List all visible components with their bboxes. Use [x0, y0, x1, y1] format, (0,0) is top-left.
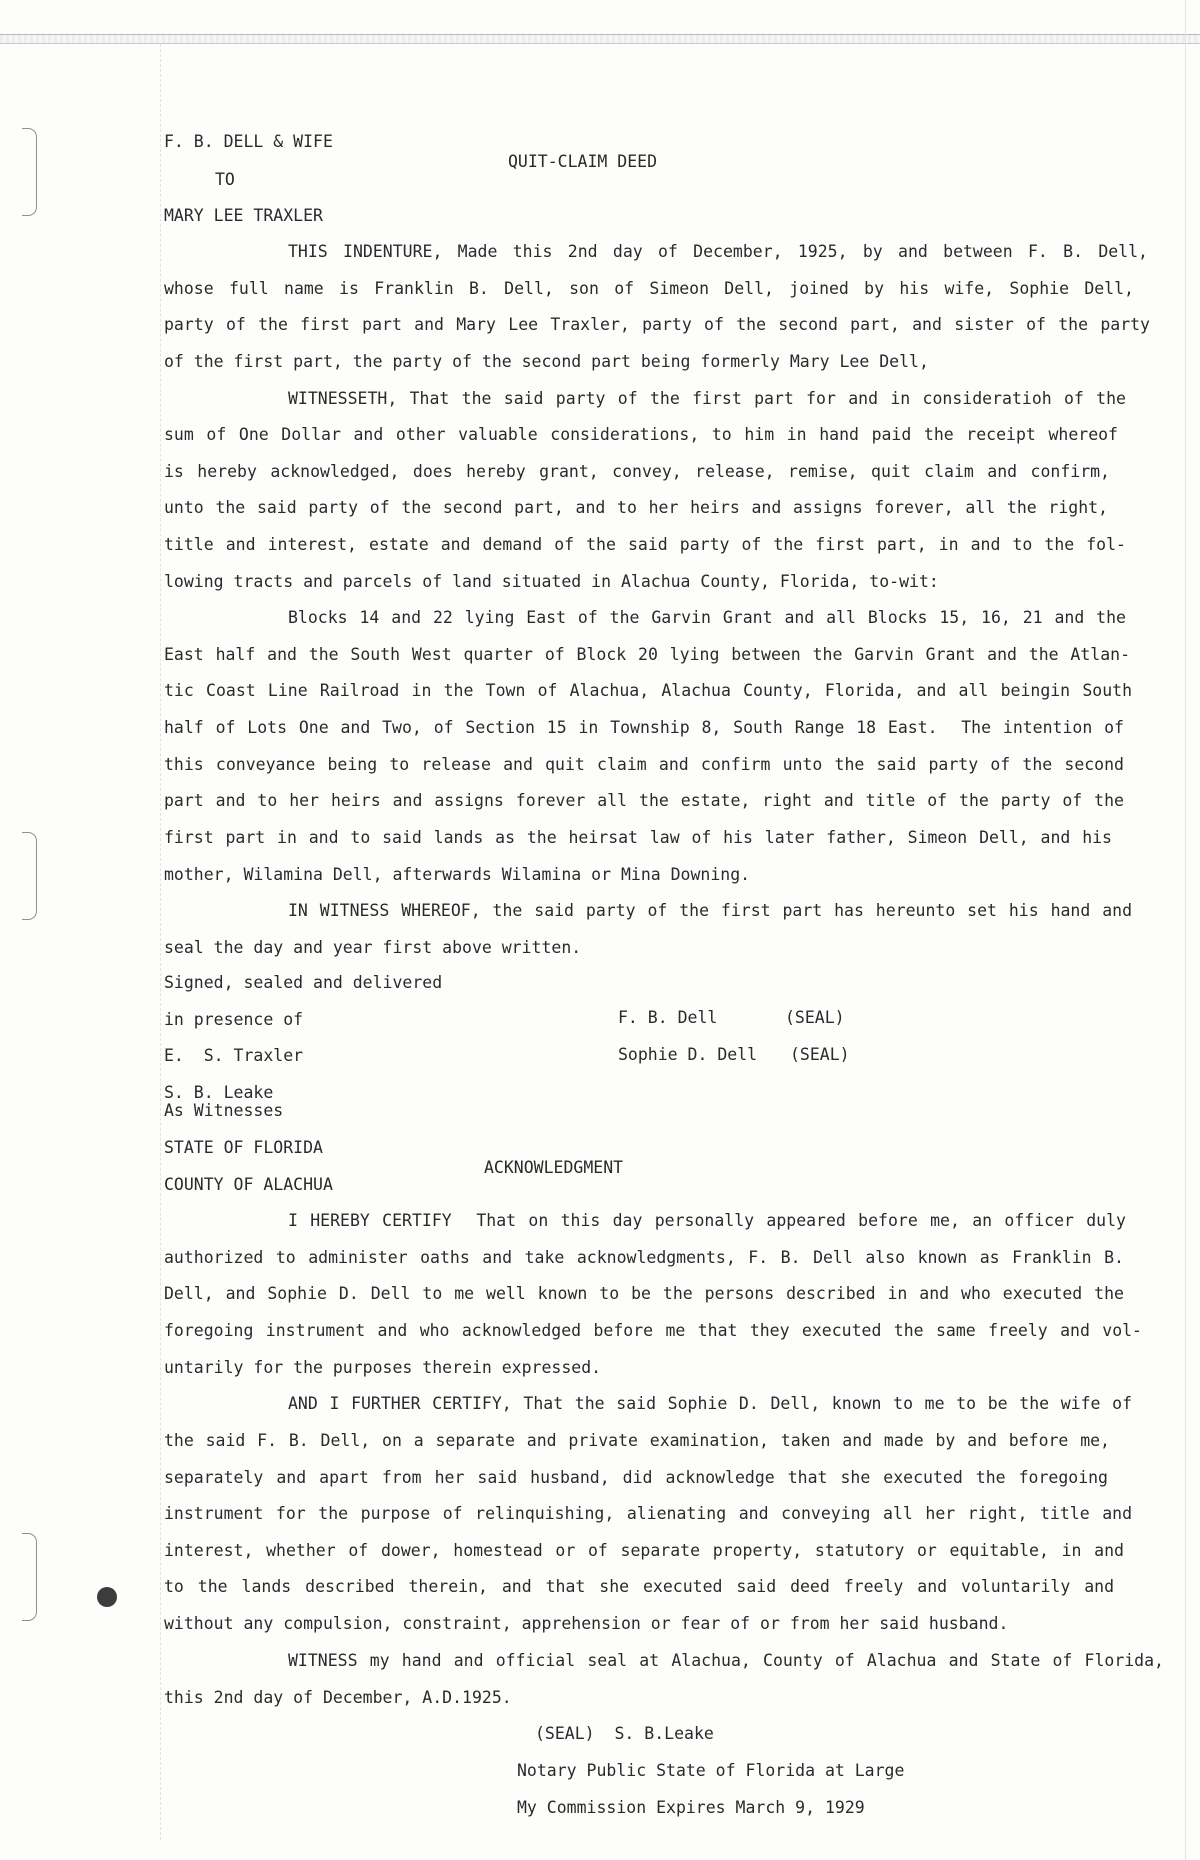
deed-p3-line: this conveyance being to release and quit claim and confirm unto the said party of the second	[164, 755, 1124, 774]
deed-p2-line: is hereby acknowledged, does hereby grant, convey, release, remise, quit claim and confirm,	[164, 462, 1110, 481]
notary-title: Notary Public State of Florida at Large	[517, 1761, 905, 1780]
notary-signature: (SEAL) S. B.Leake	[535, 1724, 714, 1743]
deed-p2-line: unto the said party of the second part, and to her heirs and assigns forever, all the right,	[164, 498, 1108, 517]
punch-hole-middle	[22, 832, 37, 920]
seal-mark: (SEAL)	[790, 1045, 850, 1064]
deed-p1-line: party of the first part and Mary Lee Traxler, party of the second part, and sister of the party	[164, 315, 1150, 334]
signed-sealed-delivered: Signed, sealed and delivered	[164, 973, 443, 992]
ack-p3-line: this 2nd day of December, A.D.1925.	[164, 1688, 512, 1707]
deed-p2-line: sum of One Dollar and other valuable considerations, to him in hand paid the receipt whereof	[164, 425, 1118, 444]
ack-p1-line: authorized to administer oaths and take acknowledgments, F. B. Dell also known as Franklin B.	[164, 1248, 1124, 1267]
ack-p2-line: the said F. B. Dell, on a separate and private examination, taken and made by and before me,	[164, 1431, 1110, 1450]
ack-p1-line: foregoing instrument and who acknowledged before me that they executed the same freely and vol-	[164, 1321, 1142, 1340]
left-margin-rule	[160, 44, 161, 1840]
deed-p3-line: mother, Wilamina Dell, afterwards Wilamina or Mina Downing.	[164, 865, 751, 884]
deed-p4-line: seal the day and year first above written.	[164, 938, 582, 957]
parties-line-to: TO	[215, 170, 235, 189]
ack-p2-line: separately and apart from her said husband, did acknowledge that she executed the foregoing	[164, 1468, 1108, 1487]
ink-dot	[97, 1587, 117, 1607]
punch-hole-top	[22, 128, 37, 216]
ack-p1-line: untarily for the purposes therein expressed.	[164, 1358, 602, 1377]
deed-p4-line: IN WITNESS WHEREOF, the said party of the first part has hereunto set his hand and	[288, 901, 1132, 920]
deed-p3-line: half of Lots One and Two, of Section 15 in Township 8, South Range 18 East. The intention of	[164, 718, 1124, 737]
ack-p1-line: I HEREBY CERTIFY That on this day personally appeared before me, an officer duly	[288, 1211, 1126, 1230]
ack-p2-line: to the lands described therein, and that she executed said deed freely and voluntarily and	[164, 1577, 1114, 1596]
deed-p3-line: Blocks 14 and 22 lying East of the Garvin Grant and all Blocks 15, 16, 21 and the	[288, 608, 1126, 627]
ack-p2-line: interest, whether of dower, homestead or of separate property, statutory or equitable, in and	[164, 1541, 1124, 1560]
parties-line-grantee: MARY LEE TRAXLER	[164, 206, 323, 225]
witness-name: S. B. Leake	[164, 1083, 274, 1102]
witness-name: E. S. Traxler	[164, 1046, 304, 1065]
deed-p2-line: WITNESSETH, That the said party of the first part for and in consideratioh of the	[288, 389, 1126, 408]
signer-name: F. B. Dell	[618, 1008, 718, 1027]
deed-p3-line: East half and the South West quarter of Block 20 lying between the Garvin Grant and the Atlan-	[164, 645, 1130, 664]
ack-p1-line: Dell, and Sophie D. Dell to me well known to be the persons described in and who executed the	[164, 1284, 1124, 1303]
deed-p1-line: whose full name is Franklin B. Dell, son of Simeon Dell, joined by his wife, Sophie Dell,	[164, 279, 1134, 298]
notary-commission: My Commission Expires March 9, 1929	[517, 1798, 865, 1817]
in-presence-of: in presence of	[164, 1010, 304, 1029]
deed-p3-line: tic Coast Line Railroad in the Town of Alachua, Alachua County, Florida, and all beingin South	[164, 681, 1132, 700]
signer-name: Sophie D. Dell	[618, 1045, 758, 1064]
ack-p3-line: WITNESS my hand and official seal at Alachua, County of Alachua and State of Florida,	[288, 1651, 1164, 1670]
acknowledgment-title: ACKNOWLEDGMENT	[484, 1158, 624, 1177]
right-page-edge	[1185, 0, 1186, 1860]
ack-p2-line: without any compulsion, constraint, apprehension or fear of or from her said husband.	[164, 1614, 1009, 1633]
deed-p1-line: of the first part, the party of the second part being formerly Mary Lee Dell,	[164, 352, 929, 371]
ack-p2-line: AND I FURTHER CERTIFY, That the said Sophie D. Dell, known to me to be the wife of	[288, 1394, 1132, 1413]
deed-title: QUIT-CLAIM DEED	[508, 152, 658, 171]
top-edge-rule	[0, 34, 1200, 44]
seal-mark: (SEAL)	[785, 1008, 845, 1027]
as-witnesses-label: As Witnesses	[164, 1101, 284, 1120]
venue-county: COUNTY OF ALACHUA	[164, 1175, 333, 1194]
deed-p3-line: part and to her heirs and assigns forever all the estate, right and title of the party of the	[164, 791, 1124, 810]
deed-p2-line: lowing tracts and parcels of land situated in Alachua County, Florida, to-wit:	[164, 572, 939, 591]
parties-line-grantor: F. B. DELL & WIFE	[164, 132, 333, 151]
deed-p1-line: THIS INDENTURE, Made this 2nd day of December, 1925, by and between F. B. Dell,	[288, 242, 1148, 261]
deed-p3-line: first part in and to said lands as the heirsat law of his later father, Simeon Dell, and his	[164, 828, 1112, 847]
punch-hole-bottom	[22, 1533, 37, 1621]
venue-state: STATE OF FLORIDA	[164, 1138, 323, 1157]
ack-p2-line: instrument for the purpose of relinquishing, alienating and conveying all her right, title and	[164, 1504, 1132, 1523]
deed-p2-line: title and interest, estate and demand of the said party of the first part, in and to the fol-	[164, 535, 1126, 554]
